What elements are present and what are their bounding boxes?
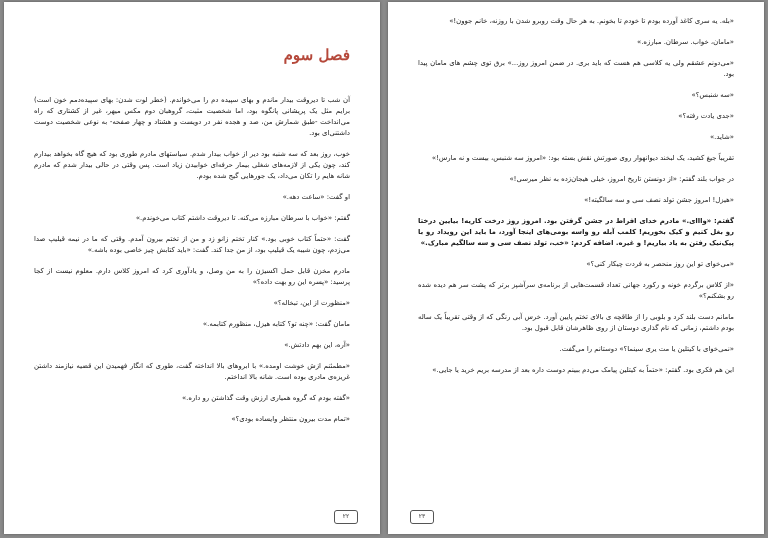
paragraph: «می‌دونم عشقم ولی یه کلاسی هم هست که باید بری. در ضمن امروز روز...» برق توی چشم های مامان پیدا بود. <box>418 59 734 78</box>
paragraph: در جواب بلند گفتم: «از دونستن تاریخ امروز، خیلی هیجان‌زده به نظر میرسی!» <box>509 175 734 183</box>
paragraph: مامان گفت: «چنه تو؟ کتابه هیزل، منظورم کتابمه.» <box>202 320 350 328</box>
paragraph: «می‌خوای تو این روز منحصر به فردت چیکار کنی؟» <box>586 260 734 268</box>
paragraph: «سه شنبس؟» <box>691 91 734 99</box>
paragraph: «گفته بودم که گروه همیاری ارزش وقت گذاشتن رو داره.» <box>181 394 350 402</box>
paragraph: گفتم: «خواب با سرطان مبارزه می‌کنه. تا دیروقت داشتم کتاب می‌خوندم.» <box>135 214 350 222</box>
paragraph: او گفت: «ساعت دهه.» <box>282 193 350 201</box>
paragraph: «نمی‌خوای با کیتلین یا مت یری سینما؟» دوستانم را می‌گفت. <box>559 345 734 353</box>
paragraph: «تمام مدت بیرون منتظر وایساده بودی؟» <box>231 415 350 423</box>
paragraph: «مامان، خواب. سرطان. مبارزه.» <box>636 38 734 46</box>
paragraph: مامانم دست بلند کرد و بلوبی را از طاقچه ی بالای تختم پایین آورد. خرس آبی رنگی که از وقتی تقریباً یک ساله بودم داشتم، زمانی که نام گذاری دوستان از روی ظاهرشان قابل قبول بود. <box>418 313 734 332</box>
paragraph: گفت: «حتماً کتاب خوبی بود.» کنار تختم زانو زد و من از تختم بیرون آمدم. وقتی که ما در نیمه قیلیپ صدا می‌زدم، چون شیبه یک قیلیپ بود، از من جدا کند. گفت: «باید کتابش چیز خاصی بوده باشه.» <box>34 235 350 254</box>
paragraph: «بله. یه سری کاغذ آورده بودم تا خودم تا بخونم. به هر حال وقت روبرو شدن با روزنه، خانم جوون!» <box>449 17 734 25</box>
right-page <box>388 2 764 534</box>
left-page <box>4 2 380 534</box>
paragraph: «هیزل! امروز جشن تولد نصف سی و سه سالگیته!» <box>584 196 734 204</box>
page-number: ۲۳ <box>410 510 434 524</box>
paragraph: مادرم مخزن قابل حمل اکسیژن را به من وصل، و یادآوری کرد که امروز کلاس دارم. معلوم نیست از کجا پرسید: «پسره این رو بهت داده؟» <box>34 267 350 286</box>
paragraph: «آره، این بهم دادتش.» <box>284 341 350 349</box>
chapter-title: فصل سوم <box>283 46 350 64</box>
paragraph: «مطمئنم ازش خوشت اومده.» با ابروهای بالا انداخته گفت، طوری که انگار فهمیدن این قضیه نیازمند داشتن غریزه‌ی مادری بوده است. شانه بالا انداختم. <box>34 362 350 381</box>
paragraph: «از کلاس برگردم خونه و رکورد جهانی تعداد قسمت‌هایی از برنامه‌ی سرآشپز برتر که پشت سر هم دیده شده رو بشکنم؟» <box>418 281 734 300</box>
paragraph: تقریباً جیغ کشید، یک لبخند دیوانهوار روی صورتش نقش بسته بود: «امروز سه شنبس، بیست و نه مارس!» <box>431 154 734 162</box>
paragraph: «جدی یادت رفته؟» <box>678 112 734 120</box>
paragraph: «منظورت از این، تبخاله؟» <box>273 299 350 307</box>
paragraph: خوب، روز بعد که سه شنبه بود دیر از خواب بیدار شدم. سیاستهای مادرم طوری بود که هیچ گاه بخواهد بیدارم کند، چون یکی از لازمه‌های شغلی بیمار حرفه‌ای خوابیدن زیاد است. پس وقتی در حالی بیدار شدم که مادرم شانه هایم را تکان می‌داد، یک جورهایی گیج شده بودم. <box>34 150 350 180</box>
paragraph: گفتم: «وااای.» مادرم خدای افراط در جشن گرفتن بود. امروز روز درخت کاریه! بیایین درختا رو بغل کنیم و کیک بخوریم! کلمب آبله رو واسه بومی‌های اینجا آورد، ما باید این رویداد رو با پیک‌نیک رفتن به یاد بیاریم! و غیره. اضافه کردم: «خب، تولد نصف سی و سه سالگیم مبارک.» <box>418 217 734 247</box>
paragraph: آن شب تا دیروقت بیدار ماندم و بهای سپیده دم را می‌خواندم. (خطر لوت شدن: بهای سپیده‌دمم خون است) برایم مثل یک پریشانی پانگوه بود، اما شخصیت مثبت، گروهبان دوم مکس میهر، غیر از کشتاری که راه می‌انداخت -طبق شمارش من، صد و هجده نفر در دویست و هشتاد و چهار صفحه- به نوعی شخصیت دوست داشتنی‌ای بود. <box>34 96 350 137</box>
left-page-text <box>34 16 350 435</box>
right-page-text <box>418 16 734 386</box>
page-number: ۲۲ <box>334 510 358 524</box>
paragraph: این هم فکری بود. گفتم: «حتماً به کیتلین پیامک می‌دم ببینم دوست داره بعد از مدرسه بریم خرید یا جایی.» <box>432 366 734 374</box>
paragraph: «شاید.» <box>709 133 734 141</box>
